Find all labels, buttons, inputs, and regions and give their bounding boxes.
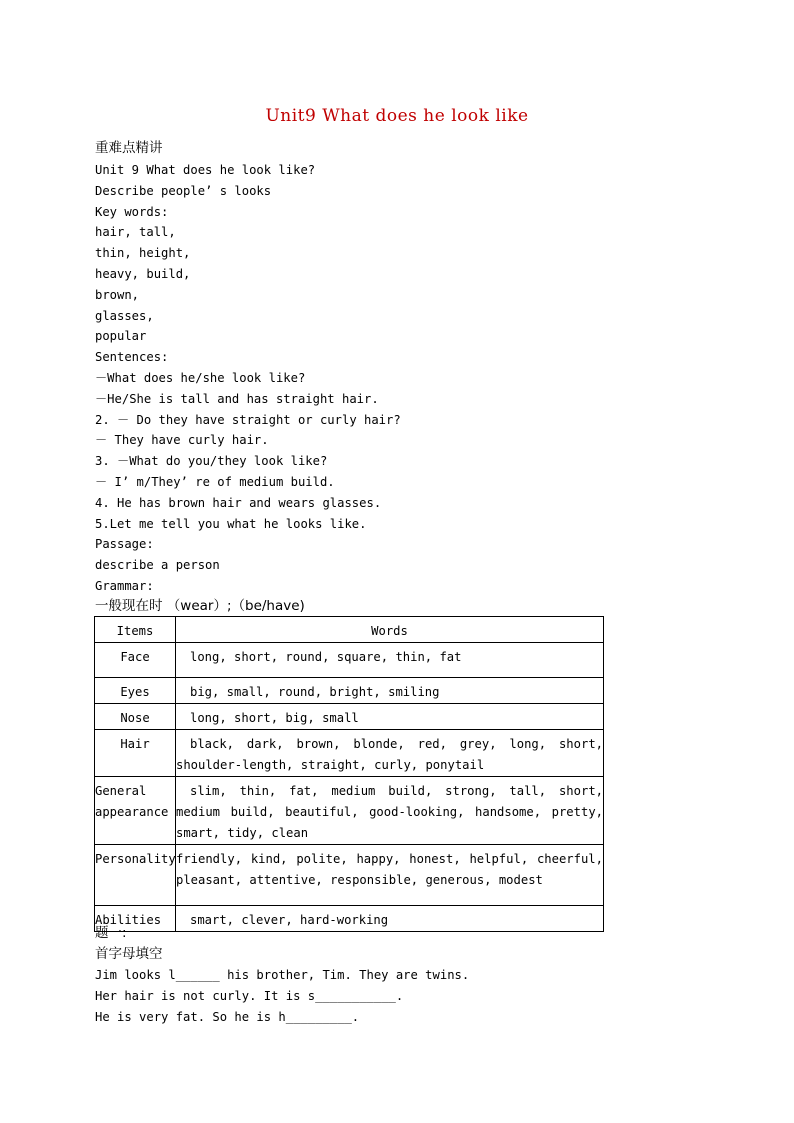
table-row (95, 678, 604, 704)
page-title: Unit9 What does he look like (265, 106, 529, 126)
text-line: Key words: (95, 205, 169, 219)
text-line: thin, height, (95, 246, 191, 260)
text-line: － They have curly hair. (95, 433, 269, 447)
text-line: Unit 9 What does he look like? (95, 163, 316, 177)
table-cell-item: Face (95, 643, 176, 678)
grammar-line: 一般现在时 （wear）;（be/have) (95, 598, 305, 614)
table-cell-words: black, dark, brown, blonde, red, grey, long, short, shoulder-length, straight, curly, ponytail (176, 730, 604, 777)
text-line: hair, tall, (95, 225, 176, 239)
table-cell-words: big, small, round, bright, smiling (190, 685, 440, 699)
text-line: － I’ m/They’ re of medium build. (95, 475, 335, 489)
text-line: describe a person (95, 558, 220, 572)
table-cell-item: Personality (95, 845, 176, 906)
table-cell-words: smart, clever, hard-working (190, 913, 389, 927)
text-line: Sentences: (95, 350, 169, 364)
table-cell-item: Hair (95, 730, 176, 777)
text-line: glasses, (95, 309, 154, 323)
table-cell-words: friendly, kind, polite, happy, honest, helpful, cheerful, pleasant, attentive, responsible, generous, modest (176, 845, 604, 906)
text-line: 3. －What do you/they look like? (95, 454, 328, 468)
table-cell-item: General appearance (95, 777, 176, 845)
table-row (95, 730, 604, 777)
exercise-subheading: 首字母填空 (95, 946, 163, 962)
table-row (95, 906, 604, 932)
table-header-items: Items (95, 617, 176, 643)
table-cell-words: long, short, big, small (190, 711, 359, 725)
table-row (95, 777, 604, 845)
table-row (95, 845, 604, 906)
text-line: brown, (95, 288, 140, 302)
exercise-item: Her hair is not curly. It is s___________. (95, 989, 404, 1003)
text-line: －He/She is tall and has straight hair. (95, 392, 379, 406)
table-cell-words: slim, thin, fat, medium build, strong, tall, short, medium build, beautiful, good-looking, handsome, pretty, smart, tidy, clean (176, 777, 604, 845)
text-line: 2. － Do they have straight or curly hair? (95, 413, 401, 427)
text-line: 5.Let me tell you what he looks like. (95, 517, 367, 531)
table-header-row (95, 617, 604, 643)
table-cell-item: Eyes (95, 678, 176, 704)
text-line: Describe people’ s looks (95, 184, 272, 198)
table-cell-words: long, short, round, square, thin, fat (190, 650, 462, 664)
exercise-item: Jim looks l______ his brother, Tim. They are twins. (95, 968, 470, 982)
text-line: heavy, build, (95, 267, 191, 281)
text-line: popular (95, 329, 147, 343)
table-cell-item: Nose (95, 704, 176, 730)
text-line: Grammar: (95, 579, 154, 593)
text-line: －What does he/she look like? (95, 371, 306, 385)
section-heading: 重难点精讲 (95, 140, 163, 156)
exercise-item: He is very fat. So he is h_________. (95, 1010, 360, 1024)
table-header-words: Words (176, 617, 604, 643)
text-line: 4. He has brown hair and wears glasses. (95, 496, 382, 510)
text-line: Passage: (95, 537, 154, 551)
exercise-heading: 题一: (95, 925, 127, 941)
table-cell-item: Abilities (95, 906, 176, 932)
table-row (95, 704, 604, 730)
table-row (95, 643, 604, 678)
vocabulary-table (94, 616, 604, 932)
